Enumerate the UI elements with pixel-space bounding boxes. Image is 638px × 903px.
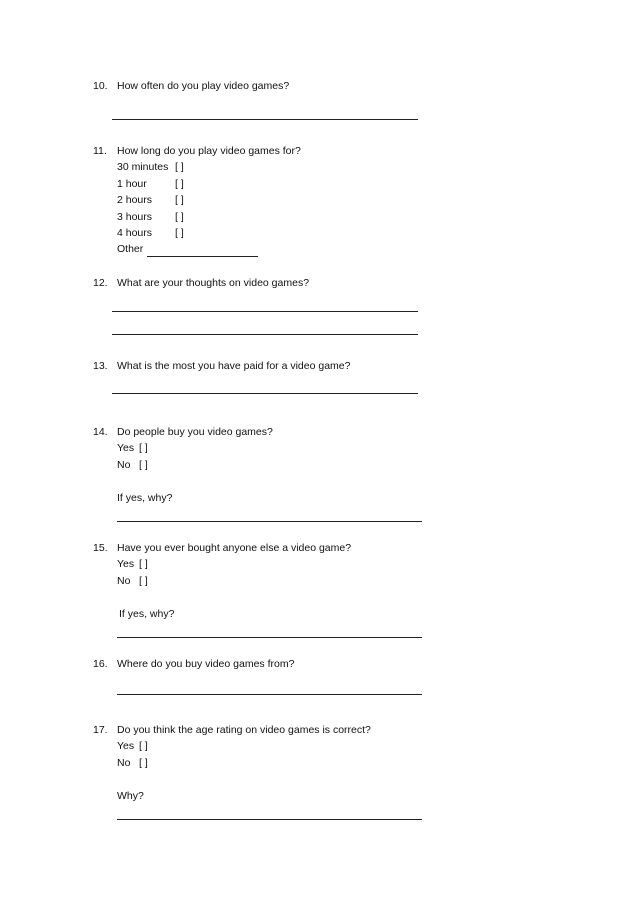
q11-option-checkbox[interactable]: [ ]: [175, 178, 184, 190]
q11-option-label: 2 hours: [117, 194, 153, 206]
q13-number: 13.: [93, 360, 108, 372]
q12-answer-line[interactable]: [112, 311, 418, 312]
q14-no-label: No: [117, 459, 131, 471]
q15-question: Have you ever bought anyone else a video game?: [117, 542, 352, 554]
q12-answer-line[interactable]: [112, 334, 418, 335]
q17-answer-line[interactable]: [117, 819, 422, 820]
q10-question: How often do you play video games?: [117, 80, 290, 92]
q11-other-label: Other: [117, 243, 144, 255]
q11-question: How long do you play video games for?: [117, 145, 301, 157]
q11-other-line[interactable]: [147, 256, 258, 257]
q14-number: 14.: [93, 426, 108, 438]
q10-answer-line[interactable]: [112, 119, 418, 120]
q17-question: Do you think the age rating on video games is correct?: [117, 724, 371, 736]
q15-no-checkbox[interactable]: [ ]: [139, 575, 148, 587]
q14-answer-line[interactable]: [117, 521, 422, 522]
q11-option-checkbox[interactable]: [ ]: [175, 161, 184, 173]
q13-answer-line[interactable]: [112, 393, 418, 394]
q12-question: What are your thoughts on video games?: [117, 277, 310, 289]
q13-question: What is the most you have paid for a video game?: [117, 360, 351, 372]
q16-question: Where do you buy video games from?: [117, 658, 295, 670]
q15-yes-checkbox[interactable]: [ ]: [139, 558, 148, 570]
q11-option-checkbox[interactable]: [ ]: [175, 211, 184, 223]
q17-no-label: No: [117, 757, 131, 769]
q17-yes-label: Yes: [117, 740, 135, 752]
q12-number: 12.: [93, 277, 108, 289]
q14-followup: If yes, why?: [117, 492, 173, 504]
q16-answer-line[interactable]: [117, 694, 422, 695]
q14-yes-checkbox[interactable]: [ ]: [139, 442, 148, 454]
q15-number: 15.: [93, 542, 108, 554]
q17-followup: Why?: [117, 790, 144, 802]
q17-no-checkbox[interactable]: [ ]: [139, 757, 148, 769]
q11-option-label: 1 hour: [117, 178, 147, 190]
q15-yes-label: Yes: [117, 558, 135, 570]
q11-number: 11.: [93, 145, 107, 157]
q11-option-label: 4 hours: [117, 227, 153, 239]
q11-option-checkbox[interactable]: [ ]: [175, 227, 184, 239]
q14-question: Do people buy you video games?: [117, 426, 273, 438]
q16-number: 16.: [93, 658, 108, 670]
q14-no-checkbox[interactable]: [ ]: [139, 459, 148, 471]
q14-yes-label: Yes: [117, 442, 135, 454]
q11-option-label: 3 hours: [117, 211, 153, 223]
q15-followup: If yes, why?: [119, 608, 175, 620]
q11-option-checkbox[interactable]: [ ]: [175, 194, 184, 206]
q15-answer-line[interactable]: [117, 637, 422, 638]
q10-number: 10.: [93, 80, 108, 92]
q11-option-label: 30 minutes: [117, 161, 169, 173]
q15-no-label: No: [117, 575, 131, 587]
q17-yes-checkbox[interactable]: [ ]: [139, 740, 148, 752]
q17-number: 17.: [93, 724, 108, 736]
